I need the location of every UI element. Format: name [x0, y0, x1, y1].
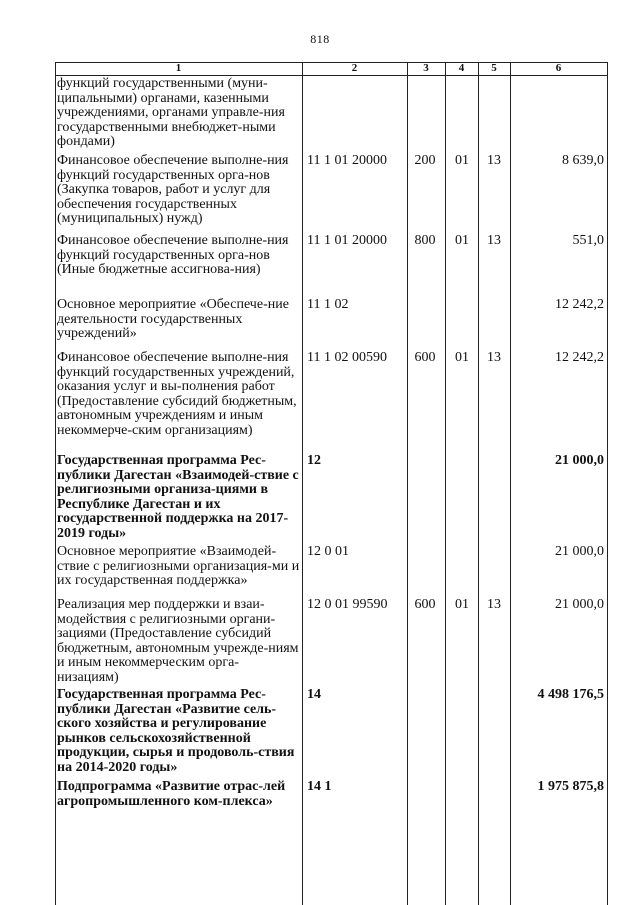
table-header: [55, 62, 608, 75]
row-name: функций государственными (муни-ципальными) органами, казенными учреждениями, органами управле-ния государственными внебюджет-ными фондами): [57, 76, 285, 149]
row-code: 12 0 01: [307, 544, 349, 559]
row-name: Основное мероприятие «Взаимодей-ствие с религиозными организация-ми и их государственная поддержка»: [57, 544, 300, 588]
column-border: [55, 62, 56, 905]
column-border: [607, 62, 608, 905]
row-sum: 8 639,0: [562, 153, 604, 168]
row-code: 14 1: [307, 779, 332, 794]
row-code: 11 1 01 20000: [307, 233, 387, 248]
row-sum: 12 242,2: [555, 350, 604, 365]
column-border: [407, 62, 408, 905]
row-code: 12 0 01 99590: [307, 597, 388, 612]
row-name: Подпрограмма «Развитие отрас-лей агропромышленного ком-плекса»: [57, 779, 286, 809]
row-vr: 600: [414, 597, 436, 612]
row-sum: 21 000,0: [555, 453, 604, 468]
header-col-6: 6: [555, 62, 562, 74]
row-code: 14: [307, 687, 321, 702]
row-code: 11 1 02: [307, 297, 349, 312]
row-rz: 01: [455, 350, 469, 365]
row-code: 11 1 02 00590: [307, 350, 387, 365]
page-number: 818: [310, 32, 330, 46]
column-border: [302, 62, 303, 905]
row-vr: 200: [414, 153, 436, 168]
header-col-1: 1: [175, 62, 182, 74]
row-rz: 01: [455, 233, 469, 248]
row-sum: 21 000,0: [555, 597, 604, 612]
row-pr: 13: [487, 233, 501, 248]
row-sum: 1 975 875,8: [537, 779, 604, 794]
row-sum: 551,0: [572, 233, 604, 248]
row-sum: 12 242,2: [555, 297, 604, 312]
row-name: Государственная программа Рес-публики Дагестан «Взаимодей-ствие с религиозными организа-циями в Республике Дагестан и их государственной поддержка на 2017-2019 годы»: [57, 453, 299, 541]
row-name: Государственная программа Рес-публики Дагестан «Развитие сель-ского хозяйства и регулирование рынков сельскохозяйственной продукции, сырья и продоволь-ствия на 2014-2020 годы»: [57, 687, 295, 775]
row-code: 12: [307, 453, 321, 468]
row-sum: 4 498 176,5: [537, 687, 604, 702]
row-sum: 21 000,0: [555, 544, 604, 559]
row-rz: 01: [455, 597, 469, 612]
column-border: [478, 62, 479, 905]
row-name: Финансовое обеспечение выполне-ния функций государственных орга-нов (Закупка товаров, работ и услуг для обеспечения государственных (муниципальных) нужд): [57, 153, 289, 226]
row-pr: 13: [487, 153, 501, 168]
header-col-3: 3: [423, 62, 429, 74]
row-vr: 800: [414, 233, 436, 248]
budget-table: [55, 62, 608, 905]
header-col-5: 5: [491, 62, 497, 74]
row-name: Основное мероприятие «Обеспече-ние деятельности государственных учреждений»: [57, 297, 289, 341]
row-code: 11 1 01 20000: [307, 153, 387, 168]
column-border: [445, 62, 446, 905]
row-name: Реализация мер поддержки и взаи-модействия с религиозными органи-зациями (Предоставление субсидий бюджетным, автономным учрежде-ниям и иным некоммерческим орга-низациям): [57, 597, 299, 685]
column-border: [510, 62, 511, 905]
row-name: Финансовое обеспечение выполне-ния функций государственных орга-нов (Иные бюджетные ассигнова-ния): [57, 233, 289, 277]
row-name: Финансовое обеспечение выполне-ния функций государственных учреждений, оказания услуг и вы-полнения работ (Предоставление субсидий бюджетным, автономным учреждениям и иным некоммерче-ским организациям): [57, 350, 297, 438]
row-pr: 13: [487, 350, 501, 365]
row-rz: 01: [455, 153, 469, 168]
header-col-4: 4: [458, 62, 465, 74]
header-col-2: 2: [351, 62, 358, 74]
row-pr: 13: [487, 597, 501, 612]
row-vr: 600: [414, 350, 436, 365]
